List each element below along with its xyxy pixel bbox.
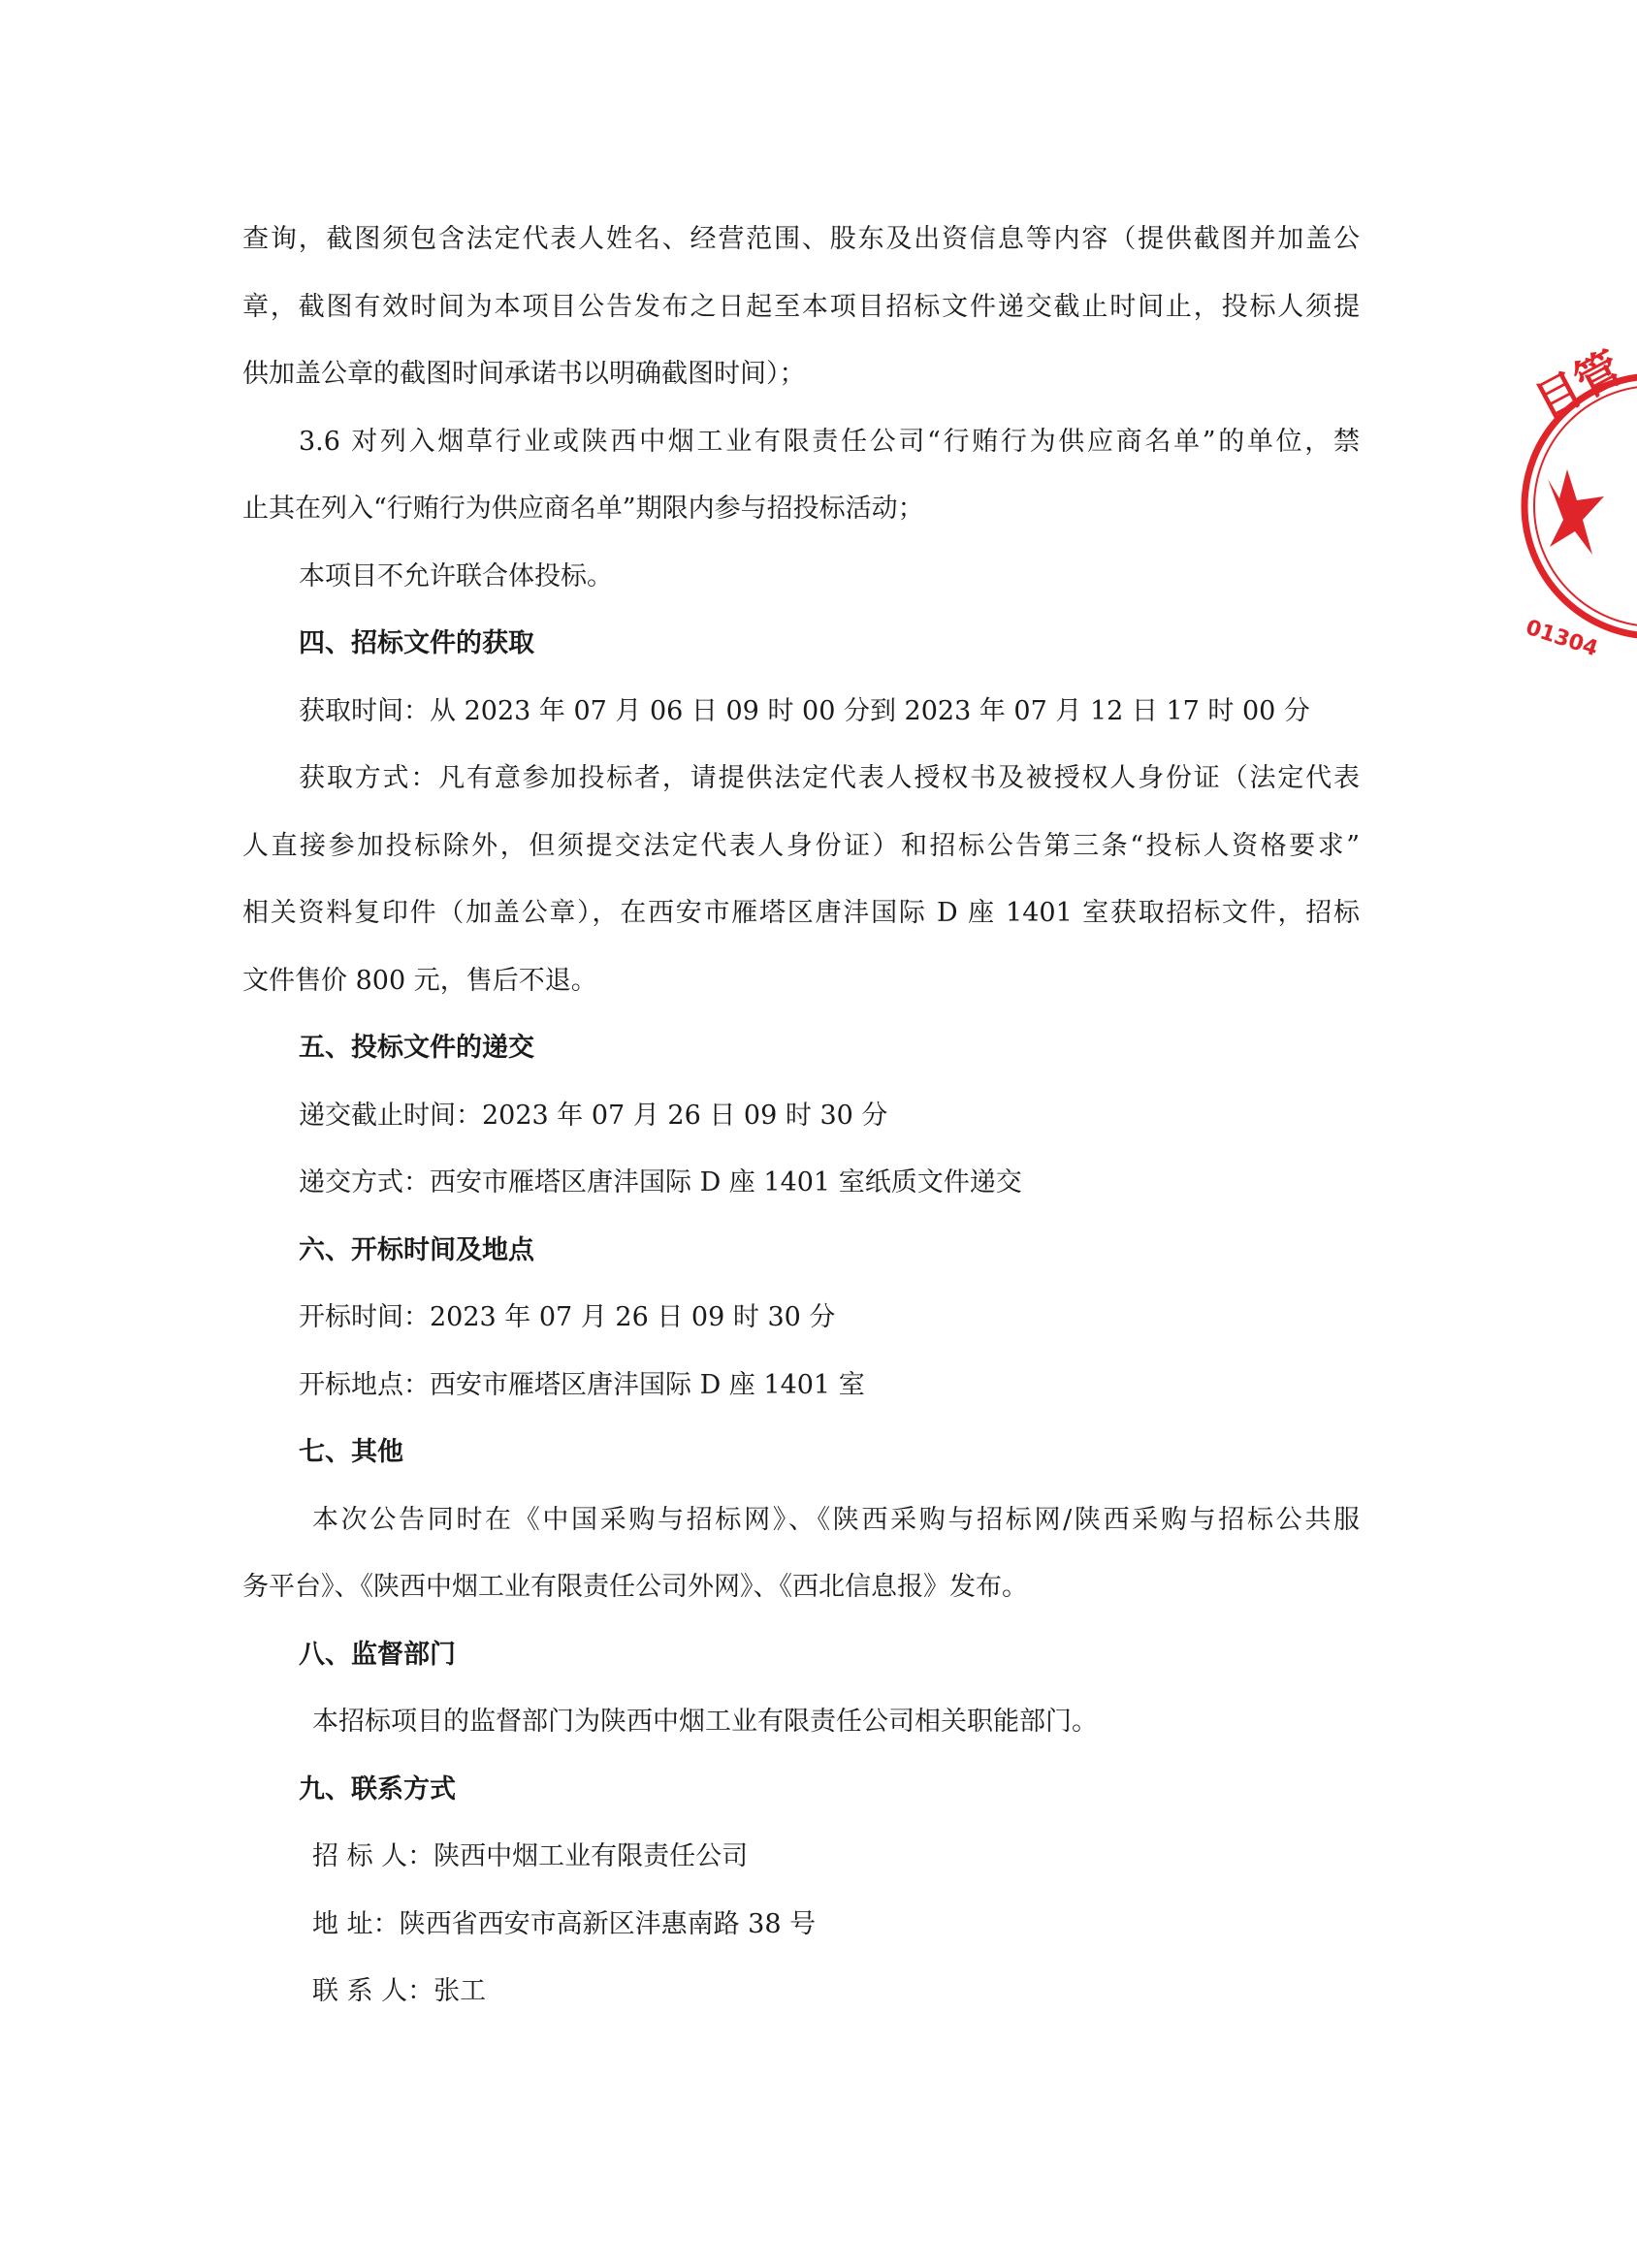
- section-heading: 九、联系方式: [299, 1773, 456, 1805]
- section-heading: 八、监督部门: [299, 1639, 456, 1670]
- supervision-text: 本招标项目的监督部门为陕西中烟工业有限责任公司相关职能部门。: [312, 1707, 1098, 1737]
- acquisition-method-line: 人直接参加投标除外，但须提交法定代表人身份证）和招标公告第三条“投标人资格要求”: [242, 830, 1360, 861]
- official-seal-icon: [1521, 341, 1637, 671]
- svg-text:目管: 目管: [1526, 340, 1630, 430]
- section-heading: 六、开标时间及地点: [299, 1234, 534, 1265]
- acquisition-method-line: 相关资料复印件（加盖公章），在西安市雁塔区唐沣国际 D 座 1401 室获取招标文件，招标: [242, 898, 1360, 928]
- contact-tenderer: 招 标 人：陕西中烟工业有限责任公司: [312, 1841, 749, 1871]
- document-body: [242, 206, 1360, 2026]
- opening-place: 开标地点：西安市雁塔区唐沣国际 D 座 1401 室: [299, 1369, 865, 1400]
- paragraph-line: 查询，截图须包含法定代表人姓名、经营范围、股东及出资信息等内容（提供截图并加盖公: [242, 224, 1360, 254]
- acquisition-method-line: 获取方式：凡有意参加投标者，请提供法定代表人授权书及被授权人身份证（法定代表: [299, 763, 1360, 793]
- acquisition-method-line: 文件售价 800 元，售后不退。: [242, 965, 597, 996]
- publication-line: 本次公告同时在《中国采购与招标网》、《陕西采购与招标网/陕西采购与招标公共服: [312, 1504, 1360, 1535]
- contact-address: 地 址：陕西省西安市高新区沣惠南路 38 号: [312, 1908, 817, 1939]
- contact-person: 联 系 人：张工: [312, 1976, 487, 2006]
- paragraph-line: 供加盖公章的截图时间承诺书以明确截图时间）；: [242, 359, 806, 389]
- svg-text:01304: 01304: [1523, 615, 1601, 662]
- publication-line: 务平台》、《陕西中烟工业有限责任公司外网》、《西北信息报》发布。: [242, 1572, 1028, 1602]
- paragraph-line: 止其在列入“行贿行为供应商名单”期限内参与招投标活动；: [242, 494, 924, 524]
- section-heading: 四、招标文件的获取: [299, 628, 534, 658]
- paragraph-line: 章，截图有效时间为本项目公告发布之日起至本项目招标文件递交截止时间止，投标人须提: [242, 291, 1360, 322]
- acquisition-time: 获取时间：从 2023 年 07 月 06 日 09 时 00 分到 2023 年 07 月 12 日 17 时 00 分: [299, 695, 1310, 726]
- submission-deadline: 递交截止时间：2023 年 07 月 26 日 09 时 30 分: [299, 1100, 888, 1131]
- opening-time: 开标时间：2023 年 07 月 26 日 09 时 30 分: [299, 1302, 836, 1332]
- paragraph-line: 3.6 对列入烟草行业或陕西中烟工业有限责任公司“行贿行为供应商名单”的单位，禁: [299, 426, 1360, 457]
- paragraph-line: 本项目不允许联合体投标。: [299, 560, 613, 591]
- section-heading: 七、其他: [299, 1437, 403, 1467]
- section-heading: 五、投标文件的递交: [299, 1033, 534, 1063]
- submission-method: 递交方式：西安市雁塔区唐沣国际 D 座 1401 室纸质文件递交: [299, 1167, 1022, 1198]
